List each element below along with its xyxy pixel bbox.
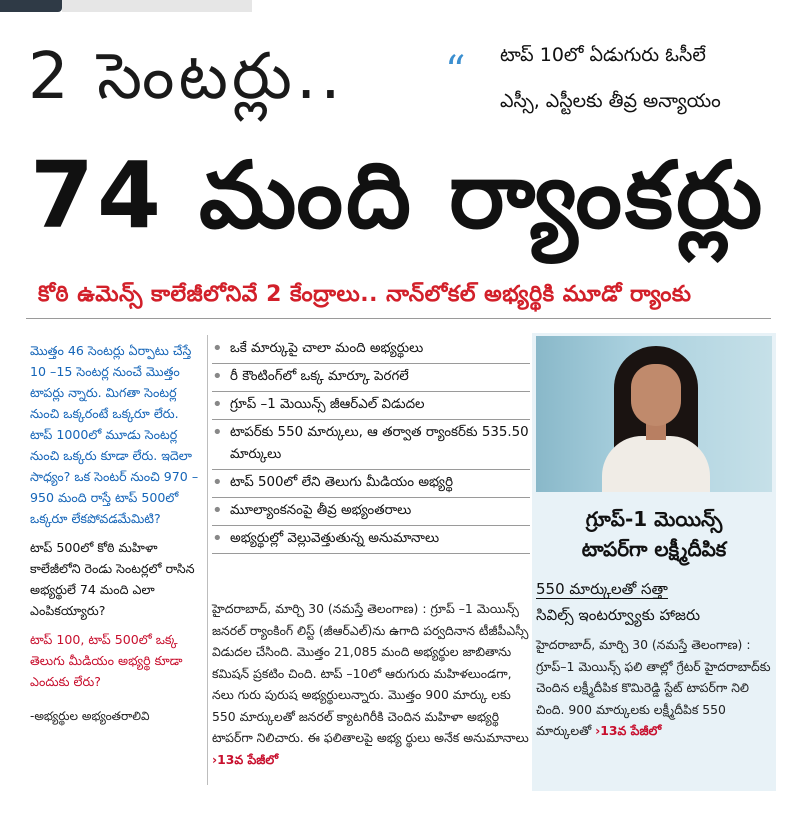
sidebar-sub-line-1: 550 మార్కులతో సత్తా — [536, 580, 668, 598]
bullet-item — [212, 470, 530, 498]
bullet-item — [212, 526, 530, 554]
sidebar-title-line-1: గ్రూప్-1 మెయిన్స్ — [585, 507, 723, 531]
left-para-3: టాప్ 100, టాప్ 500లో ఒక్క తెలుగు మీడియం అభ్యర్థి కూడా ఎందుకు లేరు? — [30, 632, 183, 689]
portrait-photo — [536, 336, 772, 492]
bullet-item — [212, 392, 530, 420]
subheadline: కోఠి ఉమెన్స్ కాలేజీలోనివే 2 కేంద్రాలు.. నాన్‌లోకల్ అభ్యర్థికి మూడో ర్యాంకు — [38, 282, 692, 307]
bullet-text: టాప్ 500లో లేని తెలుగు మీడియం అభ్యర్థి — [230, 475, 454, 490]
bullet-text: మూల్యాంకనంపై తీవ్ర అభ్యంతరాలు — [230, 503, 412, 518]
bullet-item — [212, 364, 530, 392]
left-para-2: టాప్ 500లో కోఠి మహిళా కాలేజీలోని రెండు సెంటర్లలో రాసిన అభ్యర్థులే 74 మంది ఎలా ఎంపికయ్యారు? — [30, 540, 195, 618]
bullet-dot-icon: • — [212, 422, 223, 443]
sidebar-body — [536, 634, 772, 742]
sidebar-title-line-2: టాపర్‌గా లక్ష్మీదీపిక — [581, 537, 727, 561]
article-body — [212, 598, 530, 770]
headline-line-2: 74 మంది ర్యాంకర్లు — [30, 142, 766, 249]
continued-page-ref[interactable]: ›13వ పేజీలో — [212, 751, 279, 767]
bullet-text: అభ్యర్థుల్లో వెల్లువెత్తుతున్న అనుమానాలు — [230, 531, 440, 546]
photo-body — [602, 436, 710, 492]
quote-line-2: ఎస్సీ, ఎస్టీలకు తీవ్ర అన్యాయం — [500, 90, 721, 112]
column-divider — [207, 335, 208, 785]
bullet-text: రీ కౌంటింగ్‌లో ఒక్క మార్కూ పెరగలే — [230, 369, 409, 384]
bullet-dot-icon: • — [212, 472, 223, 493]
bullet-dot-icon: • — [212, 394, 223, 415]
sidebar-box — [536, 336, 772, 742]
bullet-dot-icon: • — [212, 528, 223, 549]
browser-top-strip — [0, 0, 800, 14]
light-tab — [62, 0, 252, 12]
bullet-text: ఒకే మార్కుపై చాలా మంది అభ్యర్థులు — [230, 341, 424, 356]
bullet-item — [212, 498, 530, 526]
sidebar-body-text: హైదరాబాద్, మార్చి 30 (నమస్తే తెలంగాణ) : గ్రూప్–1 మెయిన్స్ ఫలి తాల్లో గ్రేటర్ హైదరాబాద్‌కు చెందిన లక్ష్మీదీపిక కొమిరెడ్డి స్టేట్ టాపర్‌గా నిలి చింది. 900 మార్కులకు లక్ష్మీదీపిక 550 మార్కులతో — [536, 637, 771, 738]
left-signature: -అభ్యర్థుల అభ్యంతరాలివి — [30, 709, 150, 723]
sidebar-sub-line-2: సివిల్స్ ఇంటర్వ్యూకు హాజరు — [536, 606, 701, 624]
bullet-dot-icon: • — [212, 338, 223, 359]
sidebar-title — [536, 504, 772, 564]
bullet-text: టాపర్‌కు 550 మార్కులు, ఆ తర్వాత ర్యాంకర్‌కు 535.50 మార్కులు — [230, 425, 529, 462]
bullet-text: గ్రూప్ –1 మెయిన్స్ జీఆర్ఎల్ విడుదల — [230, 397, 425, 412]
sidebar-subtitle — [536, 576, 772, 628]
bullet-dot-icon: • — [212, 500, 223, 521]
dark-tab — [0, 0, 62, 12]
quote-line-1: టాప్ 10లో ఏడుగురు ఓసీలే — [500, 44, 706, 66]
left-para-1: మొత్తం 46 సెంటర్లు ఏర్పాటు చేస్తే 10 –15 సెంటర్ల నుంచే మొత్తం టాపర్లు న్నారు. మిగతా సెంటర్ల నుంచి ఒక్కరంటే ఒక్కరూ లేరు. టాప్ 1000లో మూడు సెంటర్ల నుంచి ఒక్కరు కూడా లేరు. ఇదెలా సాధ్యం? ఒక సెంటర్ నుంచి 970 –950 మంది రాస్తే టాప్ 500లో ఒక్కరూ లేకపోవడమేమిటి? — [30, 343, 199, 526]
bullet-item — [212, 336, 530, 364]
sidebar-page-ref[interactable]: ›13వ పేజీలో — [595, 723, 662, 738]
section-divider — [26, 318, 771, 319]
quote-mark-icon: “ — [445, 48, 466, 94]
left-column — [30, 340, 200, 735]
bullet-dot-icon: • — [212, 366, 223, 387]
bullet-list — [212, 336, 530, 554]
bullet-item — [212, 420, 530, 470]
article-body-text: హైదరాబాద్, మార్చి 30 (నమస్తే తెలంగాణ) : గ్రూప్ –1 మెయిన్స్ జనరల్ ర్యాంకింగ్ లిస్ట్ (జీఆర్ఎల్)ను ఉగాది పర్వదినాన టీజీపీఎస్సీ విడుదల చేసింది. మొత్తం 21,085 మంది అభ్యర్థుల జాబితాను కమిషన్ ప్రకటిం చింది. టాప్ –10లో ఆరుగురు మహిళలుండగా, నలు గురు పురుష అభ్యర్థులున్నారు. మొత్తం 900 మార్కు లకు 550 మార్కులతో జనరల్ క్యాటగిరీకి చెందిన మహిళా అభ్యర్థి టాపర్‌గా నిలిచారు. ఈ ఫలితాలపై అభ్య ర్థులు అనేక అనుమానాలు — [212, 601, 529, 745]
headline-line-1: 2 సెంటర్లు.. — [28, 40, 345, 114]
photo-face — [631, 364, 681, 426]
